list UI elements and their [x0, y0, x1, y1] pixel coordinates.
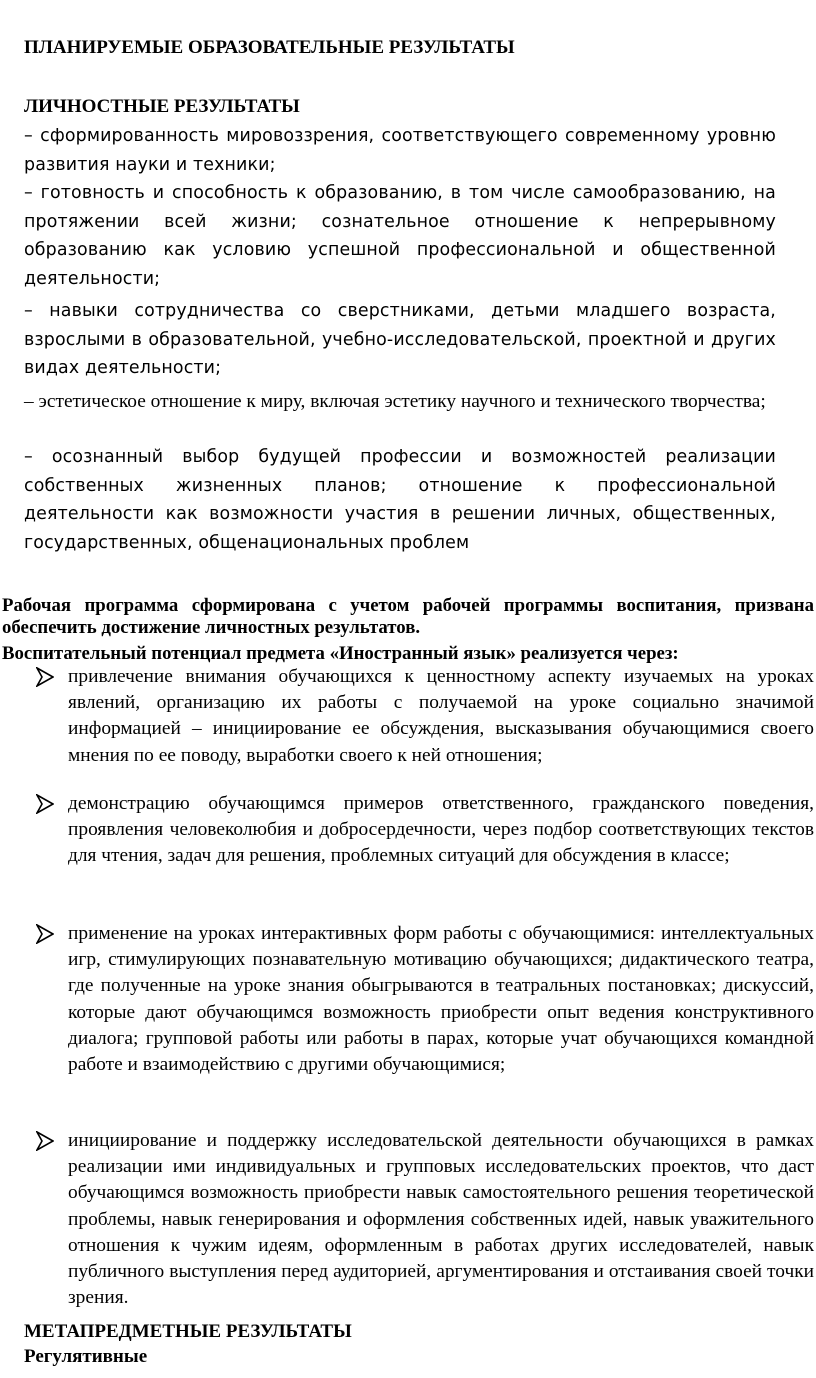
upbringing-bullet-item — [36, 791, 814, 870]
personal-result-item: – осознанный выбор будущей профессии и возможностей реализации собственных жизненных планов; отношение к профессиональной деятельности как возможности участия в решении личных, общественных, государственных, общенациональных проблем — [24, 447, 776, 553]
personal-result-item: – сформированность мировоззрения, соответствующего современному уровню развития науки и техники; — [24, 126, 776, 175]
regulative-subheading: Регулятивные — [24, 1346, 148, 1367]
upbringing-bullet-item — [36, 664, 814, 769]
upbringing-statement: Рабочая программа сформирована с учетом рабочей программы воспитания, призвана обеспечить достижение личностных результатов. — [2, 595, 814, 638]
upbringing-bullet-item — [36, 1128, 814, 1311]
bullet-text: инициирование и поддержку исследовательской деятельности обучающихся в рамках реализации ими индивидуальных и групповых исследовательских проектов, что даст обучающимся возможность приобрести навык самостоятельного решения теоретической проблемы, навык генерирования и оформления собственных идей, навык уважительного отношения к чужим идеям, оформленным в работах других исследователей, навык публичного выступления перед аудиторией, аргументирования и отстаивания своей точки зрения. — [68, 1130, 814, 1309]
personal-result-item: – эстетическое отношение к миру, включая эстетику научного и технического творчества; — [24, 391, 766, 412]
personal-result-item: – навыки сотрудничества со сверстниками, детьми младшего возраста, взрослыми в образовательной, учебно-исследовательской, проектной и других видах деятельности; — [24, 301, 776, 379]
arrowhead-bullet-icon — [36, 667, 54, 687]
bullet-text: привлечение внимания обучающихся к ценностному аспекту изучаемых на уроках явлений, организацию их работы с получаемой на уроке социально значимой информацией – инициирование ее обсуждения, высказывания обучающимися своего мнения по ее поводу, выработки своего к ней отношения; — [68, 666, 814, 766]
upbringing-potential: Воспитательный потенциал предмета «Иностранный язык» реализуется через: — [2, 643, 679, 664]
main-heading: ПЛАНИРУЕМЫЕ ОБРАЗОВАТЕЛЬНЫЕ РЕЗУЛЬТАТЫ — [24, 37, 515, 58]
personal-results-heading: ЛИЧНОСТНЫЕ РЕЗУЛЬТАТЫ — [24, 96, 300, 117]
bullet-text: применение на уроках интерактивных форм работы с обучающимися: интеллектуальных игр, стимулирующих познавательную мотивацию обучающихся; дидактического театра, где полученные на уроке знания обыгрываются в театральных постановках; дискуссий, которые дают обучающимся возможность приобрести опыт ведения конструктивного диалога; групповой работы или работы в парах, которые учат обучающихся командной работе и взаимодействию с другими обучающимися; — [68, 923, 814, 1076]
bullet-text: демонстрацию обучающимся примеров ответственного, гражданского поведения, проявления человеколюбия и добросердечности, через подбор соответствующих текстов для чтения, задач для решения, проблемных ситуаций для обсуждения в классе; — [68, 793, 814, 867]
arrowhead-bullet-icon — [36, 794, 54, 814]
arrowhead-bullet-icon — [36, 924, 54, 944]
arrowhead-bullet-icon — [36, 1131, 54, 1151]
meta-results-heading: МЕТАПРЕДМЕТНЫЕ РЕЗУЛЬТАТЫ — [24, 1321, 352, 1342]
upbringing-bullet-item — [36, 921, 814, 1078]
personal-result-item: – готовность и способность к образованию, в том числе самообразованию, на протяжении всей жизни; сознательное отношение к непрерывному образованию как условию успешной профессиональной и общественной деятельности; — [24, 183, 776, 289]
